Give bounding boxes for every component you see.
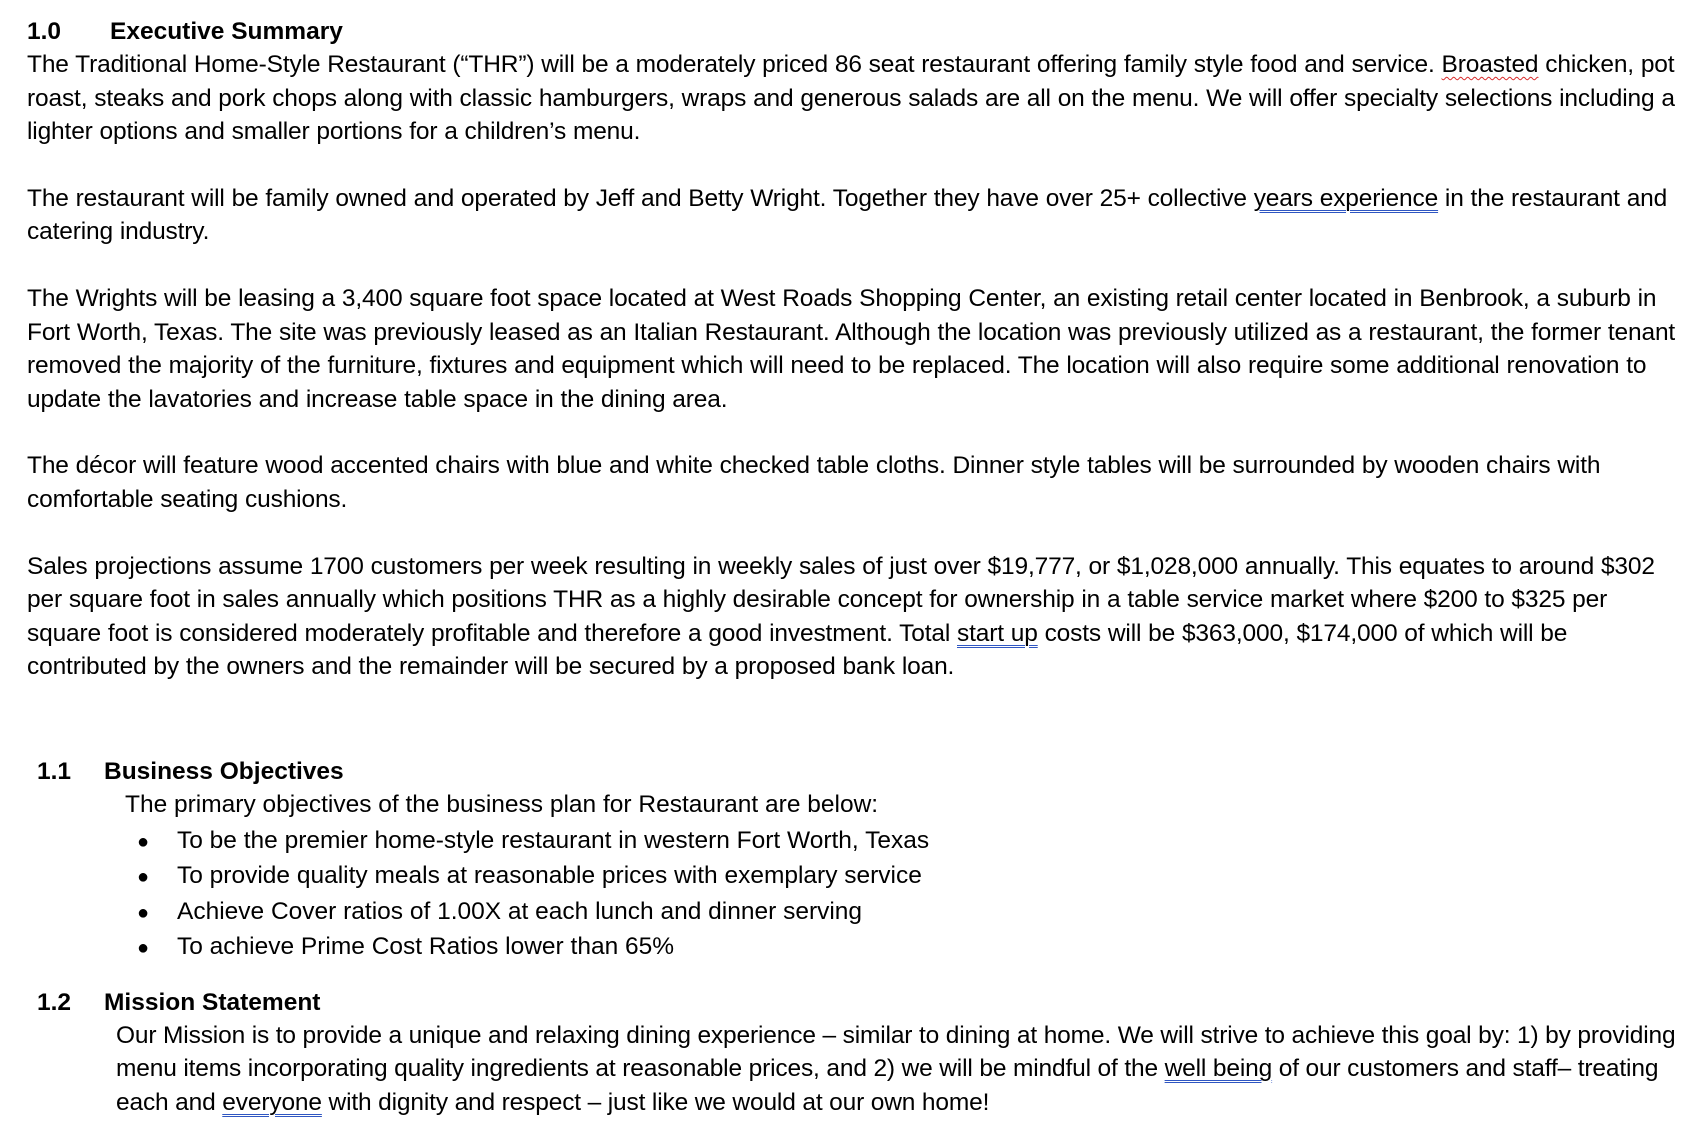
- section-number: 1.0: [27, 18, 62, 45]
- text-run: Sales projections assume 1700 customers per week resulting in weekly sales of just over $19,777, or $1,028,000 annually. This equates to around $302 per square foot in sales annually which positions THR as a highly desirable concept for ownership in a table service market where $200 to $325 per square foot is considered moderately profitable and therefore a good investment. Total: [27, 552, 1655, 647]
- section-spacer: [27, 684, 1678, 756]
- bullet-icon: ●: [137, 830, 150, 853]
- text-run: Our Mission is to provide a unique and relaxing dining experience – similar to dining at home. We will strive to achieve this goal by: 1) by providing menu items incorporating quality ingredients at reasonable prices, and 2) we will be mindful of the: [116, 1021, 1676, 1083]
- mission-statement-text: [116, 1019, 1678, 1120]
- section-title: Executive Summary: [110, 18, 343, 45]
- bullet-icon: ●: [137, 937, 150, 959]
- section-heading-business-objectives: [37, 756, 1678, 788]
- spelling-error-word[interactable]: Broasted: [1441, 51, 1539, 78]
- paragraph-location: The Wrights will be leasing a 3,400 square foot space located at West Roads Shopping Center, an existing retail center located in Benbrook, a suburb in Fort Worth, Texas. The site was previously leased as an Italian Restaurant. Although the location was previously utilized as a restaurant, the former tenant removed the majority of the furniture, fixtures and equipment which will need to be replaced. The location will also require some additional renovation to update the lavatories and increase table space in the dining area.: [27, 284, 1676, 413]
- text-run: of our customers and staff– treating each and: [116, 1055, 1659, 1116]
- list-item: [27, 824, 1678, 860]
- list-item-text: To be the premier home-style restaurant in western Fort Worth, Texas: [177, 826, 930, 854]
- section-number: 1.2: [37, 988, 72, 1016]
- list-item: [27, 895, 1678, 931]
- paragraph-spacer: [27, 249, 1678, 282]
- list-item: [27, 930, 1678, 966]
- paragraph-decor: The décor will feature wood accented chairs with blue and white checked table cloths. Dinner style tables will be surrounded by wooden chairs with comfortable seating cushions.: [27, 452, 1601, 513]
- section-heading-mission-statement: [37, 987, 1678, 1019]
- text-run: with dignity and respect – just like we would at our own home!: [321, 1088, 990, 1116]
- bullet-icon: ●: [137, 901, 150, 924]
- list-item: [27, 859, 1678, 895]
- paragraph-spacer: [27, 149, 1678, 182]
- section-heading-executive-summary: [27, 16, 1678, 48]
- text-run: in the restaurant and catering industry.: [27, 184, 1668, 246]
- paragraph-spacer: [27, 517, 1678, 550]
- section-title: Business Objectives: [104, 757, 344, 785]
- text-run: The restaurant will be family owned and operated by Jeff and Betty Wright. Together they have over 25+ collective: [27, 184, 1254, 212]
- section-number: 1.1: [37, 757, 72, 785]
- text-run: costs will be $363,000, $174,000 of which will be contributed by the owners and the remainder will be secured by a proposed bank loan.: [27, 619, 1568, 681]
- section-spacer: [27, 966, 1678, 987]
- grammar-flag-phrase[interactable]: years experience: [1253, 184, 1439, 212]
- bullet-icon: ●: [137, 866, 150, 888]
- paragraph-sales-projections: [27, 550, 1678, 684]
- list-item-text: To provide quality meals at reasonable prices with exemplary service: [177, 862, 922, 889]
- objectives-list: [27, 824, 1678, 966]
- list-item-text: To achieve Prime Cost Ratios lower than 65%: [177, 933, 675, 960]
- text-run: chicken, pot roast, steaks and pork chops along with classic hamburgers, wraps and generous salads are all on the menu. We will offer specialty selections including a lighter options and smaller portions for a children’s menu.: [27, 51, 1675, 146]
- grammar-flag-phrase[interactable]: everyone: [222, 1088, 322, 1116]
- objectives-intro: The primary objectives of the business plan for Restaurant are below:: [125, 790, 879, 818]
- text-run: The Traditional Home-Style Restaurant (“THR”) will be a moderately priced 86 seat restaurant offering family style food and service.: [27, 51, 1442, 78]
- paragraph-intro: [27, 48, 1678, 149]
- grammar-flag-phrase[interactable]: start up: [957, 619, 1038, 647]
- paragraph-owners: [27, 182, 1678, 249]
- section-title: Mission Statement: [104, 988, 321, 1016]
- paragraph-spacer: [27, 416, 1678, 449]
- list-item-text: Achieve Cover ratios of 1.00X at each lunch and dinner serving: [177, 897, 863, 925]
- grammar-flag-phrase[interactable]: well being: [1164, 1055, 1273, 1083]
